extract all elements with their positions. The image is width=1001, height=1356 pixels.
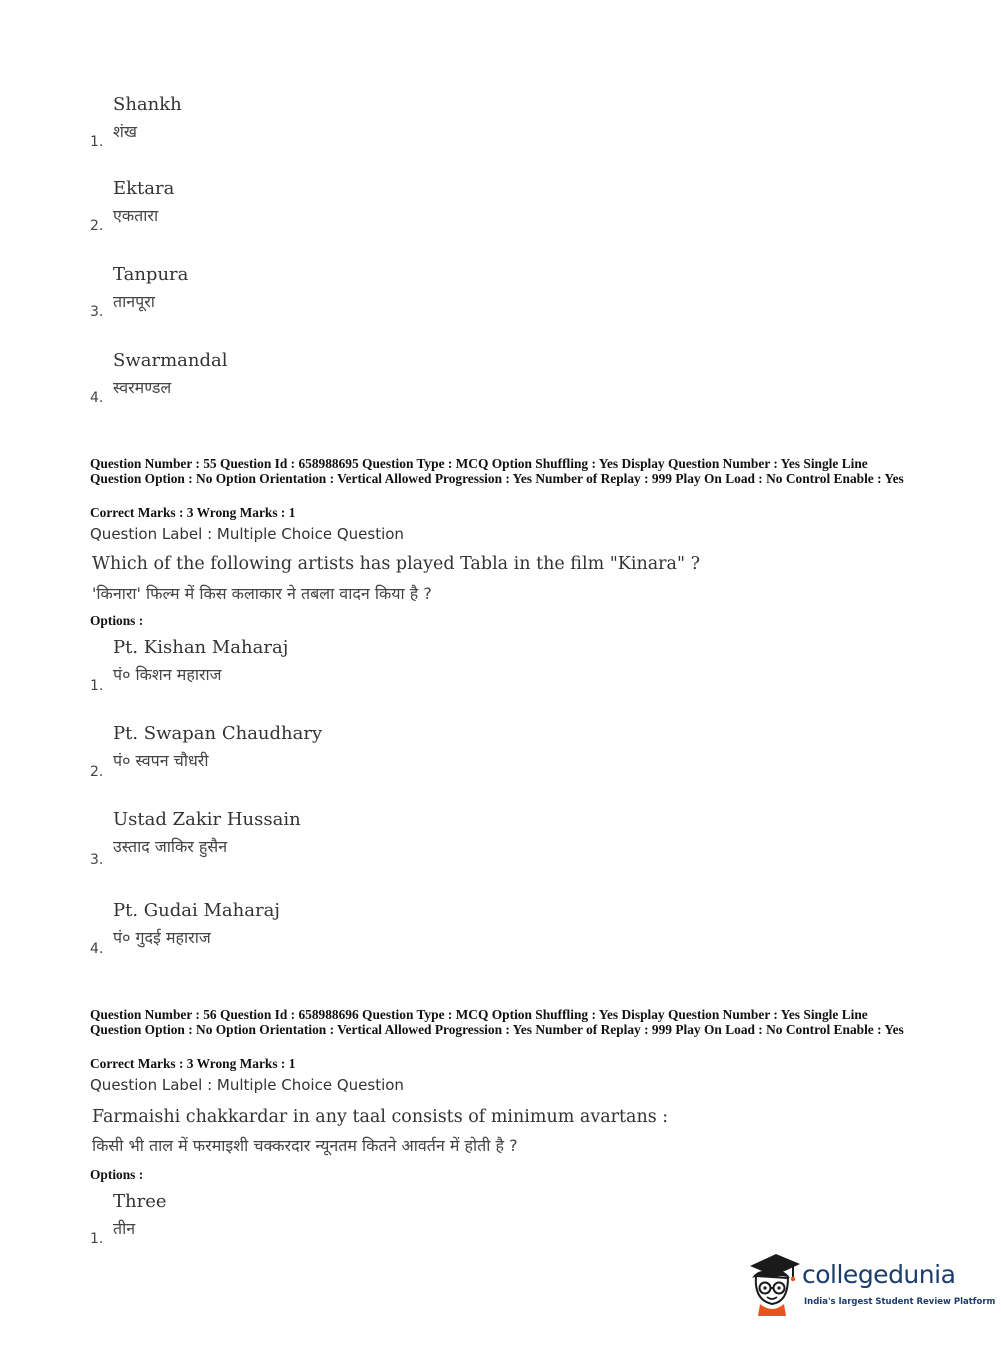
option-text-en: Pt. Swapan Chaudhary: [113, 723, 323, 744]
option-number: 2.: [90, 764, 104, 780]
question-marks: Correct Marks : 3 Wrong Marks : 1: [90, 1056, 296, 1071]
question-text-en: Which of the following artists has played Tabla in the film "Kinara" ?: [92, 554, 700, 574]
option-text-hi: पं० गुदई महाराज: [113, 928, 211, 947]
question-marks: Correct Marks : 3 Wrong Marks : 1: [90, 505, 296, 520]
option-number: 2.: [90, 218, 104, 234]
option-text-hi: उस्ताद जाकिर हुसैन: [113, 837, 228, 856]
option-text-hi: शंख: [113, 122, 137, 141]
question-text-hi: किसी भी ताल में फरमाइशी चक्करदार न्यूनतम कितने आवर्तन में होती है ?: [92, 1136, 518, 1155]
option-number: 1.: [90, 1231, 104, 1247]
option-text-en: Shankh: [113, 94, 182, 115]
question-meta: Question Number : 55 Question Id : 658988695 Question Type : MCQ Option Shuffling : Yes Display Question Number : Yes Single Line Question Option : No Option Orientation : Vertical Allowed Progression : Yes Number of Replay : 999 Play On Load : No Control Enable : Yes: [90, 456, 904, 486]
question-text-hi: 'किनारा' फिल्म में किस कलाकार ने तबला वादन किया है ?: [92, 584, 432, 603]
question-label: Question Label : Multiple Choice Question: [90, 1076, 404, 1094]
mascot-icon: [742, 1248, 804, 1318]
brand-tagline: India's largest Student Review Platform: [804, 1297, 996, 1307]
option-number: 4.: [90, 390, 104, 406]
option-text-en: Swarmandal: [113, 350, 228, 371]
option-text-hi: तानपूरा: [113, 292, 155, 311]
question-text-en: Farmaishi chakkardar in any taal consists of minimum avartans :: [92, 1107, 669, 1127]
option-text-en: Ektara: [113, 178, 175, 199]
option-text-en: Pt. Gudai Maharaj: [113, 900, 280, 921]
option-number: 4.: [90, 941, 104, 957]
option-number: 3.: [90, 852, 104, 868]
option-text-en: Ustad Zakir Hussain: [113, 809, 301, 830]
option-text-hi: स्वरमण्डल: [113, 378, 172, 397]
option-number: 1.: [90, 134, 104, 150]
option-number: 1.: [90, 678, 104, 694]
option-text-hi: तीन: [113, 1219, 136, 1238]
option-text-hi: पं० किशन महाराज: [113, 665, 222, 684]
option-text-en: Three: [113, 1191, 167, 1212]
option-text-en: Pt. Kishan Maharaj: [113, 637, 289, 658]
option-number: 3.: [90, 304, 104, 320]
brand-name: collegedunia: [802, 1260, 956, 1289]
collegedunia-logo: [742, 1248, 996, 1318]
options-heading: Options :: [90, 1167, 144, 1182]
options-heading: Options :: [90, 613, 144, 628]
question-meta: Question Number : 56 Question Id : 658988696 Question Type : MCQ Option Shuffling : Yes Display Question Number : Yes Single Line Question Option : No Option Orientation : Vertical Allowed Progression : Yes Number of Replay : 999 Play On Load : No Control Enable : Yes: [90, 1007, 904, 1037]
option-text-hi: पं० स्वपन चौधरी: [113, 751, 209, 770]
question-label: Question Label : Multiple Choice Question: [90, 525, 404, 543]
option-text-en: Tanpura: [113, 264, 189, 285]
option-text-hi: एकतारा: [113, 206, 159, 225]
